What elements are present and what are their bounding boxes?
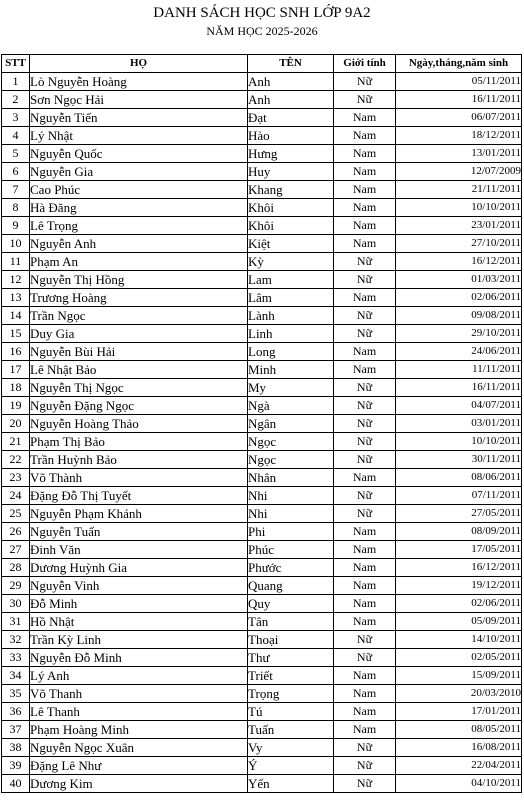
cell-given-name: Ngân <box>248 415 334 433</box>
cell-family-name: Võ Thành <box>30 469 248 487</box>
cell-gender: Nam <box>334 703 396 721</box>
cell-birth-date: 14/10/2011 <box>396 631 522 649</box>
cell-row-number: 34 <box>2 667 30 685</box>
cell-row-number: 4 <box>2 127 30 145</box>
cell-birth-date: 16/12/2011 <box>396 559 522 577</box>
cell-family-name: Đặng Lê Như <box>30 757 248 775</box>
cell-gender: Nam <box>334 667 396 685</box>
cell-row-number: 9 <box>2 217 30 235</box>
cell-given-name: Yến <box>248 775 334 793</box>
cell-row-number: 17 <box>2 361 30 379</box>
table-row <box>2 181 522 199</box>
cell-birth-date: 04/07/2011 <box>396 397 522 415</box>
cell-row-number: 22 <box>2 451 30 469</box>
cell-given-name: Trọng <box>248 685 334 703</box>
cell-gender: Nữ <box>334 325 396 343</box>
cell-given-name: Long <box>248 343 334 361</box>
cell-gender: Nam <box>334 343 396 361</box>
cell-family-name: Nguyễn Tuấn <box>30 523 248 541</box>
cell-given-name: Tuấn <box>248 721 334 739</box>
cell-gender: Nữ <box>334 775 396 793</box>
cell-family-name: Nguyễn Thị Ngọc <box>30 379 248 397</box>
cell-row-number: 31 <box>2 613 30 631</box>
cell-birth-date: 02/06/2011 <box>396 595 522 613</box>
table-row <box>2 109 522 127</box>
table-row <box>2 649 522 667</box>
cell-family-name: Đặng Đỗ Thị Tuyết <box>30 487 248 505</box>
column-header-ten: TÊN <box>248 55 334 73</box>
cell-gender: Nữ <box>334 91 396 109</box>
table-row <box>2 217 522 235</box>
cell-row-number: 26 <box>2 523 30 541</box>
cell-birth-date: 21/11/2011 <box>396 181 522 199</box>
cell-gender: Nam <box>334 109 396 127</box>
cell-family-name: Võ Thanh <box>30 685 248 703</box>
cell-birth-date: 08/06/2011 <box>396 469 522 487</box>
cell-gender: Nữ <box>334 271 396 289</box>
cell-row-number: 2 <box>2 91 30 109</box>
cell-family-name: Cao Phúc <box>30 181 248 199</box>
cell-given-name: Minh <box>248 361 334 379</box>
table-row <box>2 757 522 775</box>
cell-family-name: Dương Huỳnh Gia <box>30 559 248 577</box>
cell-given-name: Ý <box>248 757 334 775</box>
cell-birth-date: 08/05/2011 <box>396 721 522 739</box>
column-header-gioi-tinh: Giới tính <box>334 55 396 73</box>
cell-gender: Nữ <box>334 397 396 415</box>
cell-birth-date: 16/11/2011 <box>396 379 522 397</box>
cell-row-number: 30 <box>2 595 30 613</box>
cell-family-name: Lý Anh <box>30 667 248 685</box>
table-row <box>2 631 522 649</box>
cell-given-name: Khôi <box>248 217 334 235</box>
cell-gender: Nam <box>334 721 396 739</box>
cell-gender: Nam <box>334 235 396 253</box>
column-header-stt: STT <box>2 55 30 73</box>
cell-row-number: 23 <box>2 469 30 487</box>
cell-birth-date: 17/05/2011 <box>396 541 522 559</box>
cell-gender: Nam <box>334 361 396 379</box>
table-row <box>2 775 522 793</box>
cell-given-name: Thư <box>248 649 334 667</box>
cell-family-name: Nguyễn Tiến <box>30 109 248 127</box>
table-row <box>2 253 522 271</box>
table-body <box>2 73 522 793</box>
cell-row-number: 13 <box>2 289 30 307</box>
cell-row-number: 38 <box>2 739 30 757</box>
cell-given-name: Nhi <box>248 487 334 505</box>
cell-row-number: 35 <box>2 685 30 703</box>
cell-given-name: Lam <box>248 271 334 289</box>
cell-given-name: Triết <box>248 667 334 685</box>
cell-gender: Nữ <box>334 487 396 505</box>
cell-row-number: 8 <box>2 199 30 217</box>
table-row <box>2 433 522 451</box>
cell-family-name: Lê Thanh <box>30 703 248 721</box>
cell-birth-date: 05/09/2011 <box>396 613 522 631</box>
cell-birth-date: 03/01/2011 <box>396 415 522 433</box>
cell-row-number: 37 <box>2 721 30 739</box>
cell-gender: Nữ <box>334 73 396 91</box>
cell-row-number: 36 <box>2 703 30 721</box>
table-row <box>2 145 522 163</box>
cell-gender: Nam <box>334 469 396 487</box>
cell-birth-date: 01/03/2011 <box>396 271 522 289</box>
cell-given-name: Anh <box>248 91 334 109</box>
student-table <box>1 54 522 793</box>
cell-family-name: Đỗ Minh <box>30 595 248 613</box>
cell-family-name: Lý Nhật <box>30 127 248 145</box>
cell-birth-date: 05/11/2011 <box>396 73 522 91</box>
cell-gender: Nam <box>334 145 396 163</box>
cell-gender: Nữ <box>334 505 396 523</box>
cell-row-number: 11 <box>2 253 30 271</box>
cell-birth-date: 12/07/2009 <box>396 163 522 181</box>
table-row <box>2 199 522 217</box>
cell-row-number: 29 <box>2 577 30 595</box>
cell-row-number: 19 <box>2 397 30 415</box>
cell-family-name: Hà Đăng <box>30 199 248 217</box>
cell-birth-date: 27/10/2011 <box>396 235 522 253</box>
cell-family-name: Trần Huỳnh Bảo <box>30 451 248 469</box>
cell-gender: Nữ <box>334 415 396 433</box>
table-row <box>2 487 522 505</box>
table-row <box>2 163 522 181</box>
cell-gender: Nữ <box>334 433 396 451</box>
cell-given-name: Hưng <box>248 145 334 163</box>
table-row <box>2 721 522 739</box>
cell-row-number: 6 <box>2 163 30 181</box>
cell-birth-date: 02/06/2011 <box>396 289 522 307</box>
cell-birth-date: 16/12/2011 <box>396 253 522 271</box>
table-row <box>2 379 522 397</box>
cell-gender: Nữ <box>334 739 396 757</box>
cell-family-name: Dương Kim <box>30 775 248 793</box>
cell-family-name: Nguyễn Anh <box>30 235 248 253</box>
cell-family-name: Nguyễn Đỗ Minh <box>30 649 248 667</box>
cell-given-name: Tú <box>248 703 334 721</box>
cell-given-name: Phi <box>248 523 334 541</box>
cell-family-name: Nguyễn Quốc <box>30 145 248 163</box>
cell-given-name: Kiệt <box>248 235 334 253</box>
cell-row-number: 12 <box>2 271 30 289</box>
table-row <box>2 541 522 559</box>
cell-birth-date: 16/08/2011 <box>396 739 522 757</box>
cell-gender: Nữ <box>334 631 396 649</box>
cell-row-number: 27 <box>2 541 30 559</box>
cell-row-number: 33 <box>2 649 30 667</box>
table-row <box>2 73 522 91</box>
page-title: DANH SÁCH HỌC SNH LỚP 9A2 <box>153 5 371 21</box>
cell-gender: Nữ <box>334 307 396 325</box>
cell-row-number: 18 <box>2 379 30 397</box>
table-row <box>2 289 522 307</box>
cell-row-number: 24 <box>2 487 30 505</box>
cell-family-name: Nguyễn Vinh <box>30 577 248 595</box>
cell-family-name: Duy Gia <box>30 325 248 343</box>
cell-birth-date: 30/11/2011 <box>396 451 522 469</box>
cell-given-name: Lâm <box>248 289 334 307</box>
table-row <box>2 343 522 361</box>
cell-row-number: 20 <box>2 415 30 433</box>
cell-family-name: Sơn Ngọc Hải <box>30 91 248 109</box>
cell-row-number: 16 <box>2 343 30 361</box>
cell-family-name: Trần Ngọc <box>30 307 248 325</box>
cell-family-name: Hồ Nhật <box>30 613 248 631</box>
table-row <box>2 271 522 289</box>
cell-gender: Nam <box>334 685 396 703</box>
table-row <box>2 595 522 613</box>
table-header-row <box>2 55 522 73</box>
cell-birth-date: 17/01/2011 <box>396 703 522 721</box>
cell-row-number: 15 <box>2 325 30 343</box>
cell-given-name: Hào <box>248 127 334 145</box>
cell-birth-date: 15/09/2011 <box>396 667 522 685</box>
cell-row-number: 3 <box>2 109 30 127</box>
table-row <box>2 127 522 145</box>
table-row <box>2 325 522 343</box>
cell-birth-date: 24/06/2011 <box>396 343 522 361</box>
cell-birth-date: 06/07/2011 <box>396 109 522 127</box>
cell-birth-date: 29/10/2011 <box>396 325 522 343</box>
cell-given-name: Khôi <box>248 199 334 217</box>
cell-birth-date: 16/11/2011 <box>396 91 522 109</box>
cell-birth-date: 07/11/2011 <box>396 487 522 505</box>
cell-family-name: Nguyễn Bùi Hải <box>30 343 248 361</box>
cell-given-name: My <box>248 379 334 397</box>
cell-birth-date: 08/09/2011 <box>396 523 522 541</box>
cell-given-name: Kỳ <box>248 253 334 271</box>
cell-row-number: 25 <box>2 505 30 523</box>
cell-family-name: Lê Trọng <box>30 217 248 235</box>
cell-given-name: Nhi <box>248 505 334 523</box>
cell-gender: Nữ <box>334 253 396 271</box>
cell-given-name: Quy <box>248 595 334 613</box>
cell-gender: Nam <box>334 181 396 199</box>
cell-family-name: Nguyễn Gia <box>30 163 248 181</box>
cell-family-name: Lò Nguyễn Hoàng <box>30 73 248 91</box>
cell-family-name: Nguyễn Thị Hồng <box>30 271 248 289</box>
cell-given-name: Ngọc <box>248 433 334 451</box>
cell-row-number: 32 <box>2 631 30 649</box>
cell-row-number: 5 <box>2 145 30 163</box>
cell-family-name: Trần Kỳ Linh <box>30 631 248 649</box>
cell-family-name: Nguyễn Phạm Khánh <box>30 505 248 523</box>
cell-given-name: Lành <box>248 307 334 325</box>
cell-birth-date: 10/10/2011 <box>396 199 522 217</box>
table-row <box>2 613 522 631</box>
cell-family-name: Phạm An <box>30 253 248 271</box>
cell-given-name: Ngà <box>248 397 334 415</box>
table-row <box>2 415 522 433</box>
cell-gender: Nam <box>334 577 396 595</box>
cell-given-name: Vy <box>248 739 334 757</box>
table-row <box>2 703 522 721</box>
table-row <box>2 451 522 469</box>
cell-given-name: Ngọc <box>248 451 334 469</box>
cell-given-name: Thoại <box>248 631 334 649</box>
cell-row-number: 7 <box>2 181 30 199</box>
cell-gender: Nữ <box>334 379 396 397</box>
cell-gender: Nam <box>334 595 396 613</box>
cell-given-name: Khang <box>248 181 334 199</box>
cell-gender: Nam <box>334 199 396 217</box>
cell-gender: Nam <box>334 217 396 235</box>
cell-gender: Nam <box>334 559 396 577</box>
cell-given-name: Đạt <box>248 109 334 127</box>
cell-family-name: Phạm Hoàng Minh <box>30 721 248 739</box>
cell-birth-date: 10/10/2011 <box>396 433 522 451</box>
cell-gender: Nam <box>334 127 396 145</box>
column-header-ngay-sinh: Ngày,tháng,năm sinh <box>396 55 522 73</box>
table-row <box>2 667 522 685</box>
cell-family-name: Nguyễn Đặng Ngọc <box>30 397 248 415</box>
cell-family-name: Lê Nhật Bảo <box>30 361 248 379</box>
cell-given-name: Nhân <box>248 469 334 487</box>
cell-birth-date: 18/12/2011 <box>396 127 522 145</box>
cell-given-name: Anh <box>248 73 334 91</box>
cell-given-name: Huy <box>248 163 334 181</box>
cell-birth-date: 19/12/2011 <box>396 577 522 595</box>
cell-family-name: Đinh Văn <box>30 541 248 559</box>
table-row <box>2 307 522 325</box>
cell-row-number: 39 <box>2 757 30 775</box>
cell-gender: Nam <box>334 289 396 307</box>
cell-gender: Nữ <box>334 757 396 775</box>
table-row <box>2 397 522 415</box>
cell-row-number: 10 <box>2 235 30 253</box>
cell-birth-date: 20/03/2010 <box>396 685 522 703</box>
table-row <box>2 235 522 253</box>
cell-gender: Nữ <box>334 649 396 667</box>
table-row <box>2 523 522 541</box>
cell-gender: Nam <box>334 523 396 541</box>
cell-birth-date: 09/08/2011 <box>396 307 522 325</box>
cell-family-name: Trương Hoàng <box>30 289 248 307</box>
cell-row-number: 21 <box>2 433 30 451</box>
cell-birth-date: 23/01/2011 <box>396 217 522 235</box>
cell-row-number: 40 <box>2 775 30 793</box>
cell-row-number: 28 <box>2 559 30 577</box>
table-row <box>2 577 522 595</box>
table-row <box>2 469 522 487</box>
table-row <box>2 91 522 109</box>
cell-birth-date: 11/11/2011 <box>396 361 522 379</box>
cell-birth-date: 04/10/2011 <box>396 775 522 793</box>
cell-family-name: Nguyễn Hoàng Thảo <box>30 415 248 433</box>
cell-birth-date: 22/04/2011 <box>396 757 522 775</box>
cell-given-name: Phước <box>248 559 334 577</box>
cell-family-name: Phạm Thị Bảo <box>30 433 248 451</box>
cell-given-name: Quang <box>248 577 334 595</box>
table-row <box>2 685 522 703</box>
column-header-ho: HỌ <box>30 55 248 73</box>
cell-gender: Nữ <box>334 451 396 469</box>
cell-row-number: 14 <box>2 307 30 325</box>
cell-given-name: Linh <box>248 325 334 343</box>
cell-birth-date: 13/01/2011 <box>396 145 522 163</box>
cell-gender: Nam <box>334 163 396 181</box>
table-row <box>2 361 522 379</box>
cell-given-name: Tân <box>248 613 334 631</box>
table-row <box>2 559 522 577</box>
cell-row-number: 1 <box>2 73 30 91</box>
cell-gender: Nam <box>334 613 396 631</box>
cell-birth-date: 27/05/2011 <box>396 505 522 523</box>
table-row <box>2 505 522 523</box>
cell-given-name: Phúc <box>248 541 334 559</box>
table-row <box>2 739 522 757</box>
cell-family-name: Nguyễn Ngọc Xuân <box>30 739 248 757</box>
school-year-subtitle: NĂM HỌC 2025-2026 <box>206 24 318 38</box>
cell-gender: Nam <box>334 541 396 559</box>
cell-birth-date: 02/05/2011 <box>396 649 522 667</box>
